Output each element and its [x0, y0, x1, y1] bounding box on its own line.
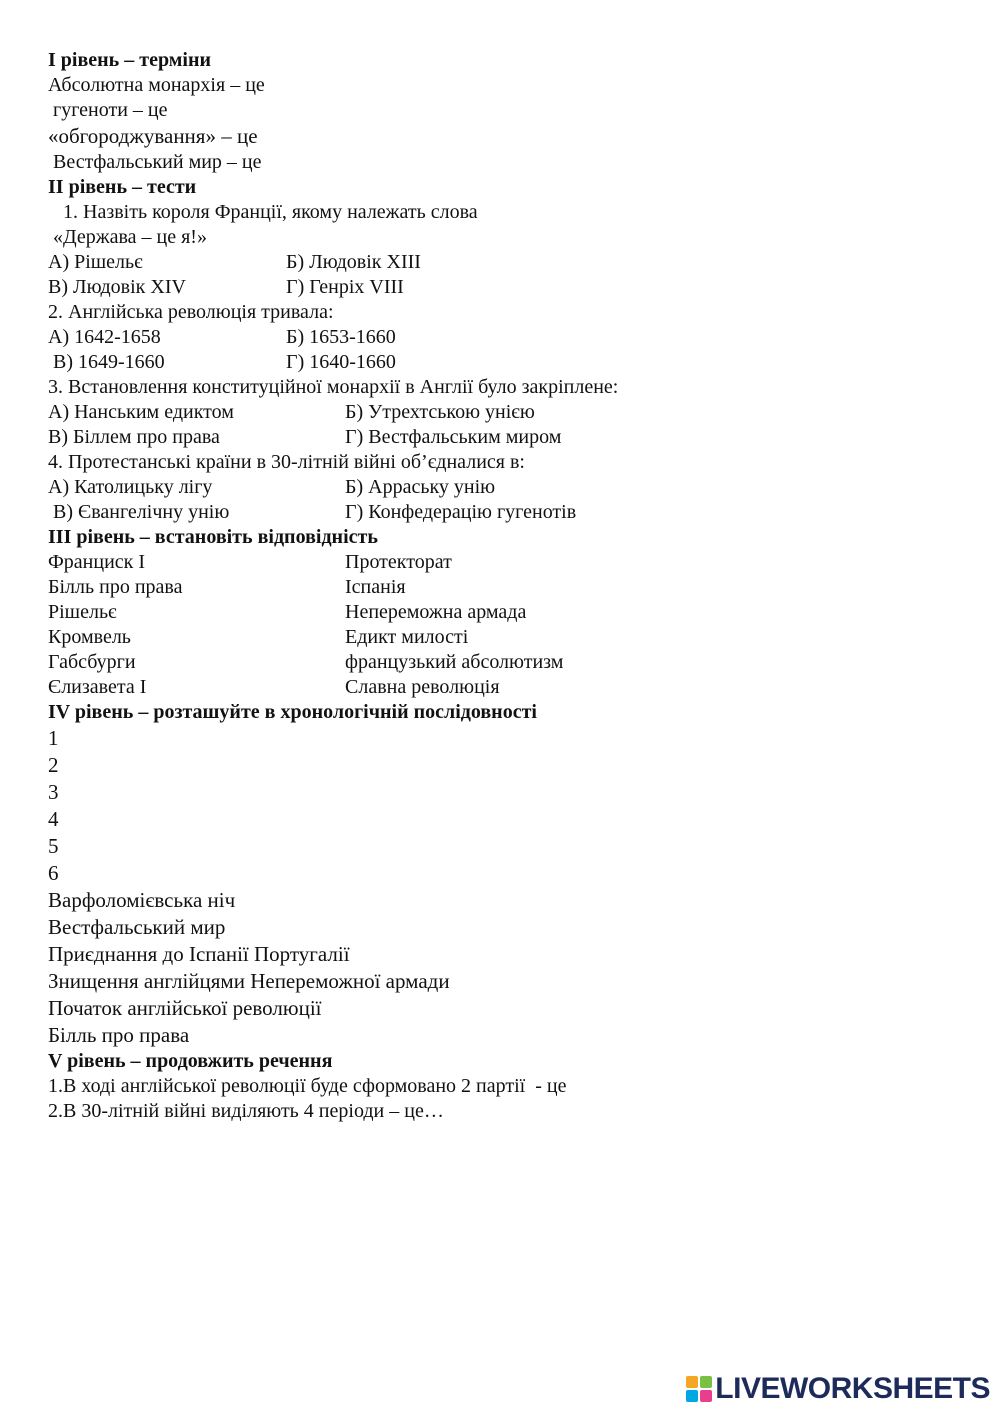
q4-option-c: В) Євангелічну унію — [48, 501, 230, 523]
match-row — [48, 575, 948, 600]
q3-text: 3. Встановлення конституційної монархії в Англії було закріплене: — [48, 376, 619, 398]
q2-options-row-1 — [48, 325, 948, 350]
q4-options-row-1 — [48, 475, 948, 500]
order-number: 5 — [48, 834, 59, 858]
event-item: Варфоломієвська ніч — [48, 888, 236, 912]
q4-options-row-2 — [48, 500, 948, 525]
logo-square — [686, 1390, 698, 1402]
logo-square — [700, 1376, 712, 1388]
order-number: 3 — [48, 780, 59, 804]
event-item: Білль про права — [48, 1023, 190, 1047]
q4-option-b: Б) Арраську унію — [345, 476, 496, 498]
q1-options-row-1 — [48, 250, 948, 275]
match-row — [48, 625, 948, 650]
q1-option-d: Г) Генріх VІІІ — [286, 276, 404, 298]
q3-options-row-2 — [48, 425, 948, 450]
event-item: Приєднання до Іспанії Португалії — [48, 942, 350, 966]
match-right: Непереможна армада — [345, 601, 527, 623]
q1-option-c: В) Людовік ХІV — [48, 276, 186, 298]
match-left: Єлизавета І — [48, 676, 147, 698]
order-number: 6 — [48, 861, 59, 885]
q2-option-c: В) 1649-1660 — [48, 351, 165, 373]
match-right: Едикт милості — [345, 626, 469, 648]
q4-text: 4. Протестанські країни в 30-літній війні об’єдналися в: — [48, 451, 525, 473]
match-row — [48, 675, 948, 700]
logo-squares-icon — [686, 1376, 712, 1402]
term-3: «обгороджування» – це — [48, 124, 258, 148]
order-number: 1 — [48, 726, 59, 750]
event-item: Початок англійської революції — [48, 996, 322, 1020]
q3-option-d: Г) Вестфальським миром — [345, 426, 562, 448]
q1-option-a: А) Рішельє — [48, 251, 143, 273]
order-number: 4 — [48, 807, 59, 831]
logo-text: LIVEWORKSHEETS — [715, 1372, 990, 1405]
match-left: Рішельє — [48, 601, 117, 623]
level3-heading: ІІІ рівень – встановіть відповідність — [48, 526, 378, 548]
match-row — [48, 600, 948, 625]
q1-text: 1. Назвіть короля Франції, якому належать слова — [48, 201, 478, 223]
match-row — [48, 550, 948, 575]
q2-options-row-2 — [48, 350, 948, 375]
sentence-1: 1.В ході англійської революції буде сформовано 2 партії - це — [48, 1075, 567, 1097]
level1-heading: І рівень – терміни — [48, 49, 211, 71]
q3-option-a: А) Нанським едиктом — [48, 401, 234, 423]
match-left: Білль про права — [48, 576, 183, 598]
liveworksheets-logo — [686, 1369, 990, 1409]
term-2: гугеноти – це — [48, 99, 168, 121]
match-right: Славна революція — [345, 676, 500, 698]
term-1: Абсолютна монархія – це — [48, 74, 265, 96]
q3-option-c: В) Біллем про права — [48, 426, 220, 448]
event-item: Знищення англійцями Непереможної армади — [48, 969, 450, 993]
logo-square — [700, 1390, 712, 1402]
match-row — [48, 650, 948, 675]
q3-option-b: Б) Утрехтською унією — [345, 401, 535, 423]
match-left: Габсбурги — [48, 651, 136, 673]
q2-text: 2. Англійська революція тривала: — [48, 301, 334, 323]
q3-options-row-1 — [48, 400, 948, 425]
match-left: Кромвель — [48, 626, 131, 648]
q4-option-d: Г) Конфедерацію гугенотів — [345, 501, 577, 523]
sentence-2: 2.В 30-літній війні виділяють 4 періоди – це… — [48, 1100, 444, 1122]
event-item: Вестфальський мир — [48, 915, 226, 939]
level4-heading: ІV рівень – розташуйте в хронологічній послідовності — [48, 701, 537, 723]
q4-option-a: А) Католицьку лігу — [48, 476, 213, 498]
term-4: Вестфальський мир – це — [48, 151, 262, 173]
worksheet — [48, 48, 948, 1124]
q1-text-2: «Держава – це я!» — [48, 226, 207, 248]
level5-heading: V рівень – продовжить речення — [48, 1050, 333, 1072]
q1-options-row-2 — [48, 275, 948, 300]
order-number: 2 — [48, 753, 59, 777]
match-left: Франциск І — [48, 551, 146, 573]
q2-option-d: Г) 1640-1660 — [286, 351, 396, 373]
logo-square — [686, 1376, 698, 1388]
level2-heading: ІІ рівень – тести — [48, 176, 197, 198]
q2-option-b: Б) 1653-1660 — [286, 326, 396, 348]
match-right: французький абсолютизм — [345, 651, 564, 673]
q2-option-a: А) 1642-1658 — [48, 326, 161, 348]
match-right: Протекторат — [345, 551, 452, 573]
match-right: Іспанія — [345, 576, 406, 598]
q1-option-b: Б) Людовік ХІІІ — [286, 251, 421, 273]
